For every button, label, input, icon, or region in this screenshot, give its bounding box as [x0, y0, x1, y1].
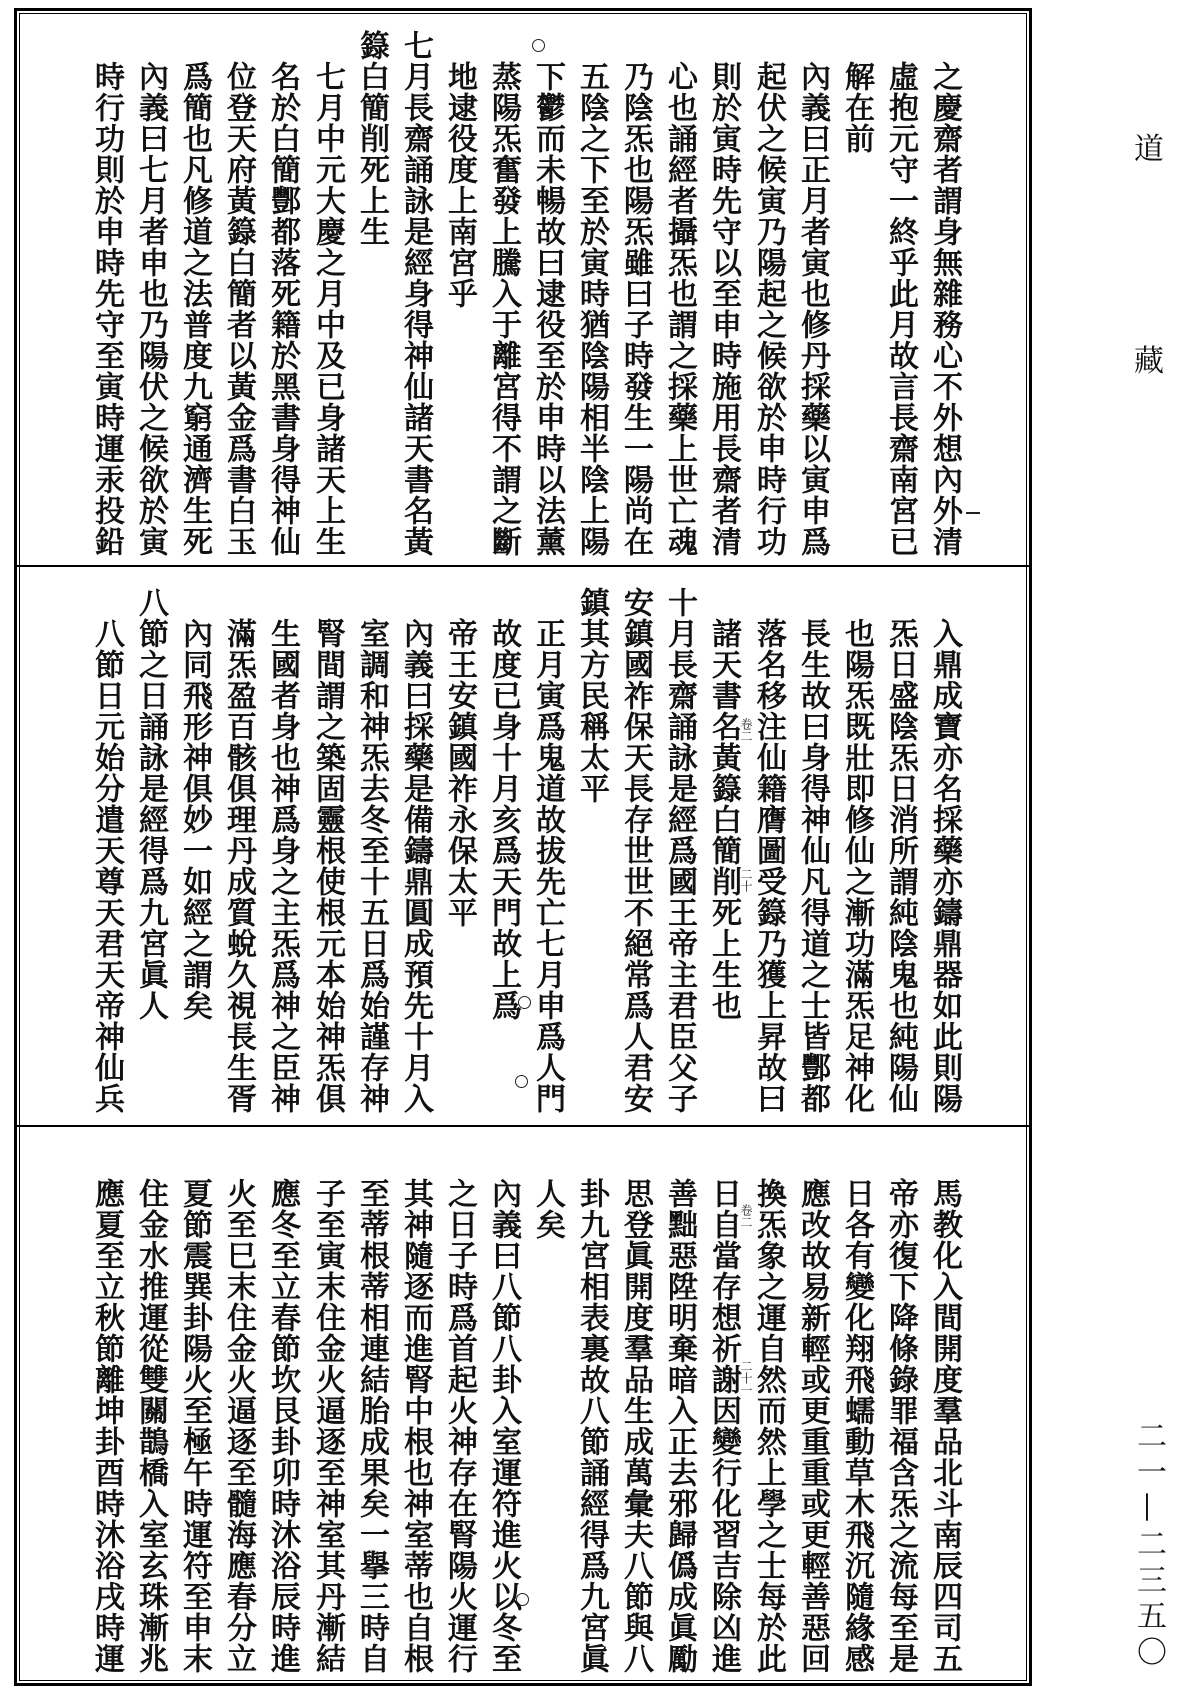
text-column: 五陰之下至於寅時猶陰陽相半陰上陽 — [574, 61, 609, 557]
text-column: 內同飛形神俱妙一如經之謂矣 — [177, 618, 212, 1021]
text-column: 思登眞開度羣品生成萬彙夫八節與八 — [618, 1178, 653, 1674]
collection-title-char: 藏 — [1134, 344, 1164, 379]
text-column: 帝亦復下降條錄罪福含炁之流每至是 — [883, 1178, 918, 1674]
text-column: 換炁象之運自然而然上學之士每於此 — [751, 1178, 786, 1674]
text-column: 虛抱元守一終乎此月故言長齋南宮已 — [883, 61, 918, 557]
scripture-column: 安鎮國祚保天長存世世不絕常爲人君安 — [618, 587, 653, 1114]
text-column: 爲簡也凡修道之法普度九窮通濟生死 — [177, 61, 212, 557]
text-column: 內義曰七月者申也乃陽伏之候欲於寅 — [133, 61, 168, 557]
scripture-column: 十月長齋誦詠是經爲國王帝主君臣父子 — [662, 587, 697, 1114]
text-column: 內義曰八節八卦入室運符進火以冬至 — [486, 1178, 521, 1674]
text-column: 落名移注仙籍膺圖受籙乃獲上昇故曰 — [751, 618, 786, 1114]
text-column: 地逮役度上南宮乎 — [442, 61, 477, 309]
text-column: 解在前 — [839, 61, 874, 154]
text-column: 腎間謂之築固靈根使根元本始神炁俱 — [310, 618, 345, 1114]
text-column: 心也誦經者攝炁也謂之採藥上世亡魂 — [662, 61, 697, 557]
text-column: 馬教化入間開度羣品北斗南辰四司五 — [927, 1178, 962, 1674]
text-column: 之慶齋者謂身無雜務心不外想內外清 — [927, 61, 962, 557]
text-column: 應改故易新輕或更重重或更輕善惡回 — [795, 1178, 830, 1674]
text-column: 帝王安鎮國祚永保太平 — [442, 618, 477, 928]
text-column: 人矣 — [530, 1178, 565, 1240]
text-column: 諸天書名黃籙白簡削死上生也 — [706, 618, 741, 1021]
folio-leaf-mark: 二十 — [739, 868, 753, 892]
text-column: 日自當存想祈謝因變行化習吉除凶進 — [706, 1178, 741, 1674]
text-column: 乃陰炁也陽炁雖曰子時發生一陽尚在 — [618, 61, 653, 557]
text-column: 時行功則於申時先守至寅時運汞投鉛 — [89, 61, 124, 557]
text-column: 日各有變化翔飛蠕動草木飛沉隨緣感 — [839, 1178, 874, 1674]
text-panel-middle — [0, 565, 1182, 1121]
text-column: 善黜惡陞明棄暗入正去邪歸僞成眞勵 — [662, 1178, 697, 1674]
text-column: 蒸陽炁奮發上騰入于離宮得不謂之斷 — [486, 61, 521, 557]
scripture-column: 鎮其方民稱太平 — [574, 587, 609, 804]
text-column: 長生故曰身得神仙凡得道之士皆酆都 — [795, 618, 830, 1114]
text-column: 夏節震巽卦陽火至極午時運符至申末 — [177, 1178, 212, 1674]
text-column: 起伏之候寅乃陽起之候欲於申時行功 — [751, 61, 786, 557]
text-column: 滿炁盈百骸俱理丹成質蛻久視長生胥 — [221, 618, 256, 1114]
text-column: 八節日元始分遣天尊天君天帝神仙兵 — [89, 618, 124, 1114]
text-column: 正月寅爲鬼道故拔先亡七月申爲人門 — [530, 618, 565, 1114]
column-group — [0, 565, 1182, 1121]
scripture-column: 八節之日誦詠是經得爲九宮眞人 — [133, 587, 168, 1021]
text-column: 至蒂根蒂相連結胎成果矣一擧三時自 — [354, 1178, 389, 1674]
text-column: 應冬至立春節坎艮卦卯時沐浴辰時進 — [265, 1178, 300, 1674]
text-column: 炁日盛陰炁日消所謂純陰鬼也純陽仙 — [883, 618, 918, 1114]
text-column: 下鬱而未暢故曰逮役至於申時以法薰 — [530, 61, 565, 557]
text-column: 生國者身也神爲身之主炁爲神之臣神 — [265, 618, 300, 1114]
page-number: 二一—二三五〇 — [1131, 1420, 1166, 1672]
column-group — [0, 8, 1182, 564]
text-column: 住金水推運從雙關鵲橋入室玄珠漸兆 — [133, 1178, 168, 1674]
text-column: 則於寅時先守以至申時施用長齋者清 — [706, 61, 741, 557]
text-column: 之日子時爲首起火神存在腎陽火運行 — [442, 1178, 477, 1674]
folio-juan-mark: 卷二 — [739, 718, 753, 742]
text-column: 也陽炁既壯即修仙之漸功滿炁足神化 — [839, 618, 874, 1114]
text-panel-bottom — [0, 1125, 1182, 1681]
text-column: 七月中元大慶之月中及已身諸天上生 — [310, 61, 345, 557]
text-column: 室調和神炁去冬至十五日爲始謹存神 — [354, 618, 389, 1114]
collection-title-char: 道 — [1134, 132, 1164, 167]
text-column: 入鼎成寶亦名採藥亦鑄鼎器如此則陽 — [927, 618, 962, 1114]
text-column: 故度已身十月亥爲天門故上爲 — [486, 618, 521, 1021]
text-column: 名於白簡酆都落死籍於黑書身得神仙 — [265, 61, 300, 557]
text-column: 其神隨逐而進腎中根也神室蒂也自根 — [398, 1178, 433, 1674]
text-column: 子至寅末住金火逼逐至神室其丹漸結 — [310, 1178, 345, 1674]
folio-leaf-mark: 二十一 — [739, 1360, 753, 1396]
column-group — [0, 1125, 1182, 1681]
text-column: 內義曰採藥是備鑄鼎圓成預先十月入 — [398, 618, 433, 1114]
text-column: 火至巳末住金火逼逐至髓海應春分立 — [221, 1178, 256, 1674]
text-column: 應夏至立秋節離坤卦酉時沐浴戌時運 — [89, 1178, 124, 1674]
text-column: 位登天府黃籙白簡者以黃金爲書白玉 — [221, 61, 256, 557]
text-panel-top — [0, 8, 1182, 564]
scripture-column: 七月長齋誦詠是經身得神仙諸天書名黃 — [398, 30, 433, 557]
text-column: 內義曰正月者寅也修丹採藥以寅申爲 — [795, 61, 830, 557]
folio-juan-mark: 卷二 — [739, 1204, 753, 1228]
scripture-column: 籙白簡削死上生 — [354, 30, 389, 247]
text-column: 卦九宮相表裏故八節誦經得爲九宮眞 — [574, 1178, 609, 1674]
